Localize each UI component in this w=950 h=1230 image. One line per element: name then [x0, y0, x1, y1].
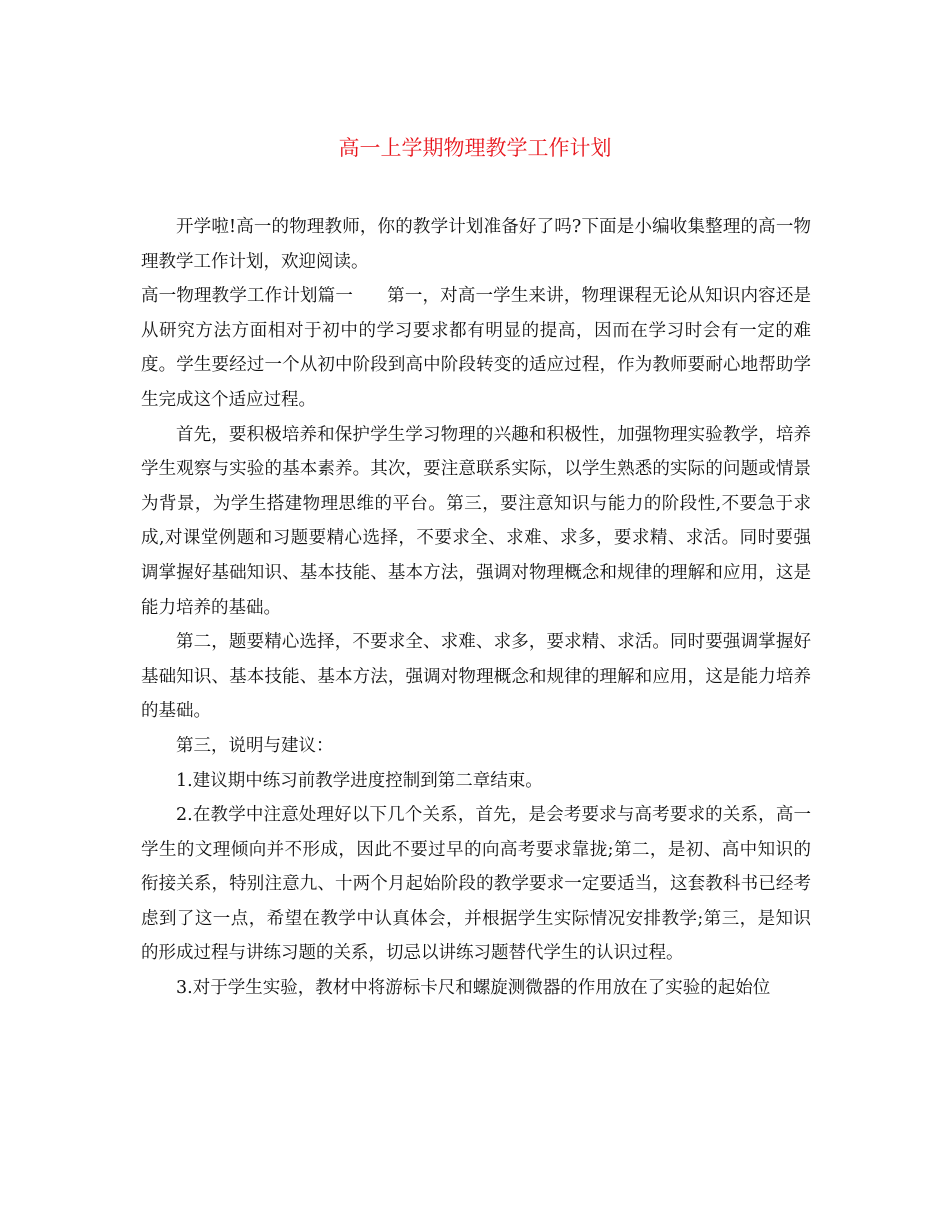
intro-paragraph: 开学啦!高一的物理教师，你的教学计划准备好了吗?下面是小编收集整理的高一物理教学工作计划，欢迎阅读。 [141, 217, 811, 272]
section-paragraph [141, 279, 811, 417]
paragraph-second: 第二，题要精心选择，不要求全、求难、求多，要求精、求活。同时要强调掌握好基础知识、基本技能、基本方法，强调对物理概念和规律的理解和应用，这是能力培养的基础。 [141, 632, 811, 722]
list-item-3: 3.对于学生实验，教材中将游标卡尺和螺旋测微器的作用放在了实验的起始位 [176, 978, 771, 999]
section-heading: 高一物理教学工作计划篇一 [141, 286, 353, 307]
list-item-2: 2.在教学中注意处理好以下几个关系，首先，是会考要求与高考要求的关系，高一学生的文理倾向并不形成，因此不要过早的向高考要求靠拢;第二，是初、高中知识的衔接关系，特别注意九、十两个月起始阶段的教学要求一定要适当，这套教科书已经考虑到了这一点，希望在教学中认真体会，并根据学生实际情况安排教学;第三，是知识的形成过程与讲练习题的关系，切忌以讲练习题替代学生的认识过程。 [141, 805, 811, 964]
document-title: 高一上学期物理教学工作计划 [338, 136, 612, 160]
document-body [141, 210, 811, 1006]
paragraph-first: 第一，对高一学生来讲，物理课程无论从知识内容还是从研究方法方面相对于初中的学习要求都有明显的提高，因而在学习时会有一定的难度。学生要经过一个从初中阶段到高中阶段转变的适应过程，作为教师要耐心地帮助学生完成这个适应过程。 [141, 286, 811, 410]
list-item-1: 1.建议期中练习前教学进度控制到第二章结束。 [176, 770, 543, 791]
paragraph-third-heading: 第三，说明与建议： [176, 735, 334, 756]
paragraph-first-steps: 首先，要积极培养和保护学生学习物理的兴趣和积极性，加强物理实验教学，培养学生观察与实验的基本素养。其次，要注意联系实际，以学生熟悉的实际的问题或情景为背景，为学生搭建物理思维的平台。第三，要注意知识与能力的阶段性,不要急于求成,对课堂例题和习题要精心选择，不要求全、求难、求多，要求精、求活。同时要强调掌握好基础知识、基本技能、基本方法，强调对物理概念和规律的理解和应用，这是能力培养的基础。 [141, 424, 811, 618]
